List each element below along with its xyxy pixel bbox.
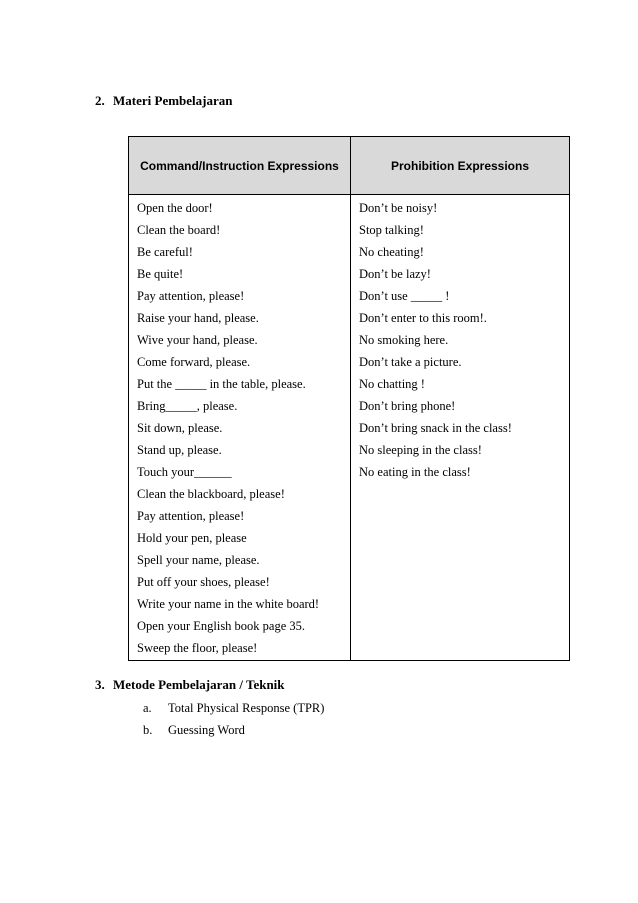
command-expressions-cell [129,195,351,661]
command-expression-item: Put off your shoes, please! [137,575,270,589]
command-expression-item: Pay attention, please! [137,289,245,303]
command-expression-item: Clean the board! [137,223,221,237]
prohibition-expression-item: Don’t be lazy! [359,267,431,281]
command-expression-item: Open your English book page 35. [137,619,306,633]
section-3-heading [95,677,285,693]
command-expression-item: Sit down, please. [137,421,223,435]
method-list [143,697,324,741]
prohibition-expression-item: No eating in the class! [359,465,471,479]
method-item-text: Guessing Word [168,723,245,737]
command-expression-item: Sweep the floor, please! [137,641,258,655]
command-expression-item: Pay attention, please! [137,509,245,523]
command-expression-item: Wive your hand, please. [137,333,258,347]
command-column-header: Command/Instruction Expressions [129,137,351,195]
prohibition-expressions-cell [351,195,570,661]
prohibition-expression-item: Don’t be noisy! [359,201,438,215]
prohibition-expression-item: No sleeping in the class! [359,443,482,457]
method-item-text: Total Physical Response (TPR) [168,701,325,715]
section-3-number: 3. [95,677,105,692]
method-list-item [143,697,324,719]
prohibition-column-header: Prohibition Expressions [351,137,570,195]
method-list-item [143,719,324,741]
table-header-row [129,137,570,195]
prohibition-expression-item: Don’t bring snack in the class! [359,421,512,435]
command-expression-item: Open the door! [137,201,213,215]
command-expression-item: Write your name in the white board! [137,597,320,611]
command-expression-item: Come forward, please. [137,355,251,369]
section-2-number: 2. [95,93,105,108]
section-2-heading [95,93,232,109]
table-body-row [129,195,570,661]
prohibition-expression-item: Don’t bring phone! [359,399,456,413]
prohibition-expression-item: Don’t enter to this room!. [359,311,487,325]
command-expression-item: Put the _____ in the table, please. [137,377,306,391]
expressions-table [128,136,570,661]
prohibition-expression-item: Stop talking! [359,223,424,237]
prohibition-expression-item: No smoking here. [359,333,449,347]
command-expression-item: Hold your pen, please [137,531,247,545]
command-expression-item: Be careful! [137,245,193,259]
command-expression-item: Stand up, please. [137,443,222,457]
method-item-letter: b. [143,723,153,737]
prohibition-expression-item: No chatting ! [359,377,425,391]
prohibition-expression-item: Don’t use _____ ! [359,289,450,303]
command-expression-item: Be quite! [137,267,184,281]
prohibition-expression-item: No cheating! [359,245,424,259]
command-expression-item: Bring_____, please. [137,399,238,413]
section-2-title: Materi Pembelajaran [113,93,233,108]
command-expression-item: Touch your______ [137,465,232,479]
command-expression-item: Raise your hand, please. [137,311,259,325]
command-expression-item: Spell your name, please. [137,553,260,567]
method-item-letter: a. [143,701,152,715]
prohibition-expression-item: Don’t take a picture. [359,355,462,369]
section-3-title: Metode Pembelajaran / Teknik [113,677,285,692]
command-expression-item: Clean the blackboard, please! [137,487,285,501]
